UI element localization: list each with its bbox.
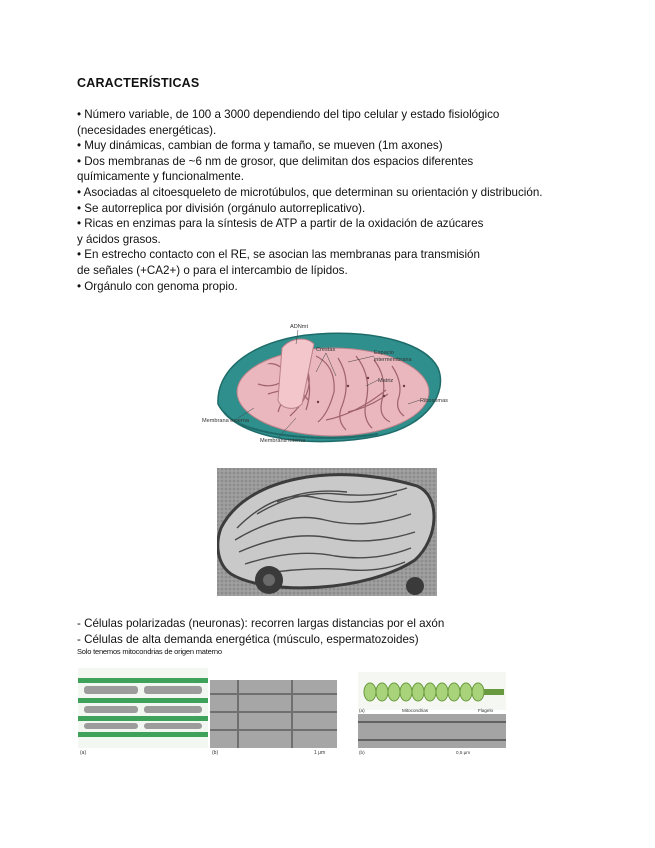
label-crestas: Crestas: [316, 347, 336, 353]
list-line: de señales (+CA2+) o para el intercambio de lípidos.: [77, 263, 348, 277]
label-adn: ADNmt: [290, 324, 309, 330]
label-membrana-interna: Membrana interna: [260, 438, 306, 444]
muscle-mitochondria-figure: [78, 668, 337, 756]
fig4-label-right: Flagelo: [478, 708, 494, 713]
list-line: • Ricas en enzimas para la síntesis de ATP a partir de la oxidación de azúcares: [77, 217, 484, 231]
list-line: • Asociadas al citoesqueleto de microtúbulos, que determinan su orientación y distribución.: [77, 185, 543, 199]
label-intermembrana: intermembrana: [374, 357, 412, 363]
fig3-scale: 1 μm: [314, 750, 326, 756]
maternal-origin-note: Solo tenemos mitocondrias de origen materno: [77, 647, 222, 656]
fig4-scale: 0,5 μm: [456, 750, 471, 755]
label-membrana-externa: Membrana externa: [202, 418, 249, 424]
sperm-mitochondria-figure: [358, 672, 506, 756]
list-line: - Células polarizadas (neuronas): recorren largas distancias por el axón: [77, 617, 445, 630]
fig4-label-a: (a): [359, 708, 365, 713]
list-line: químicamente y funcionalmente.: [77, 170, 244, 184]
mitochondrion-micrograph: [217, 468, 437, 596]
mitochondrion-diagram: [198, 316, 458, 448]
label-matriz: Matriz: [378, 378, 394, 384]
list-line: • En estrecho contacto con el RE, se asocian las membranas para transmisión: [77, 248, 480, 262]
fig4-label-mid: Mitocondrias: [402, 708, 429, 713]
section-heading: CARACTERÍSTICAS: [77, 76, 200, 90]
fig3-label-a: (a): [80, 750, 87, 756]
list-line: • Número variable, de 100 a 3000 dependiendo del tipo celular y estado fisiológico: [77, 108, 500, 121]
list-line: (necesidades energéticas).: [77, 123, 217, 137]
list-line: • Se autorreplica por división (orgánulo autorreplicativo).: [77, 201, 366, 215]
list-line: - Células de alta demanda energética (músculo, espermatozoides): [77, 632, 419, 646]
list-line: • Orgánulo con genoma propio.: [77, 279, 238, 293]
cell-types-list: [77, 616, 444, 647]
characteristics-list: [77, 107, 637, 294]
list-line: • Dos membranas de ~6 nm de grosor, que delimitan dos espacios diferentes: [77, 154, 474, 168]
fig3-label-b: (b): [212, 750, 219, 756]
list-line: y ácidos grasos.: [77, 232, 161, 246]
list-line: • Muy dinámicas, cambian de forma y tamaño, se mueven (1m axones): [77, 139, 443, 153]
label-ribosomas: Ribosomas: [420, 398, 448, 404]
label-espacio: Espacio: [374, 350, 394, 356]
fig4-label-b: (b): [359, 750, 365, 755]
